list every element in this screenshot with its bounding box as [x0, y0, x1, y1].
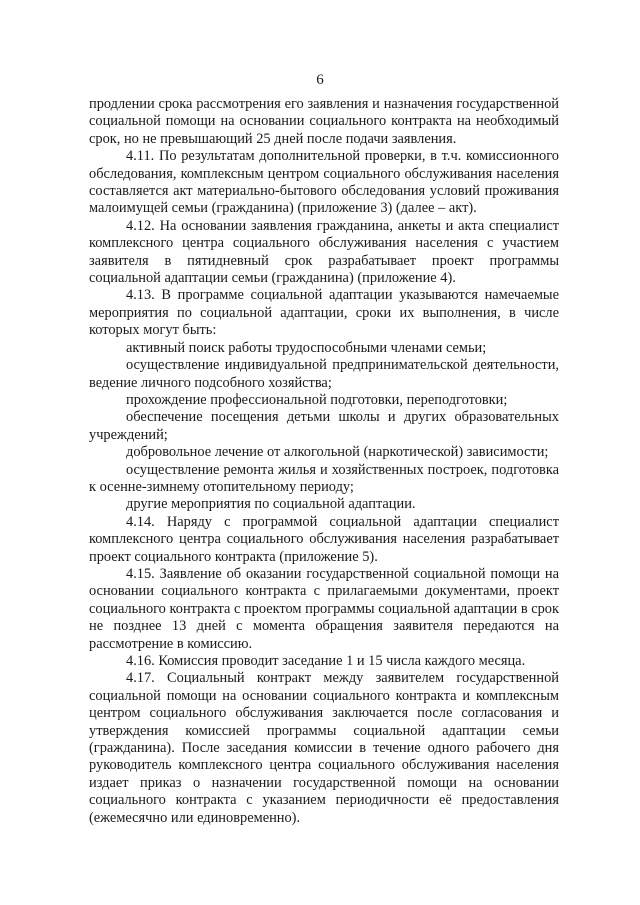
paragraph-4-16: 4.16. Комиссия проводит заседание 1 и 15 числа каждого месяца.	[126, 653, 526, 669]
paragraph-4-14: 4.14. Наряду с программой социальной адаптации специалист комплексного центра социального обслуживания населения разрабатывает проект социального контракта (приложение 5).	[89, 513, 559, 565]
paragraph-continuation: продлении срока рассмотрения его заявления и назначения государственной социальной помощи на основании социального контракта на необходимый срок, но не превышающий 25 дней после подачи заявления.	[89, 96, 559, 147]
list-item: обеспечение посещения детьми школы и других образовательных учреждений;	[89, 409, 559, 443]
paragraph-4-12: 4.12. На основании заявления гражданина, анкеты и акта специалист комплексного центра социального обслуживания населения с участием заявителя в пятидневный срок разрабатывает проект программы социальной адаптации семьи (гражданина) (приложение 4).	[89, 217, 559, 287]
document-body	[89, 96, 559, 827]
list-item: прохождение профессиональной подготовки, переподготовки;	[126, 391, 508, 408]
paragraph-4-17: 4.17. Социальный контракт между заявителем государственной социальной помощи на основании социального контракта и комплексным центром социального обслуживания заключается после согласования и утверждения комиссией программы социальной адаптации семьи (гражданина). После заседания комиссии в течение одного рабочего дня руководитель комплексного центра социального обслуживания населения издает приказ о назначении государственной помощи на основании социального контракта с указанием периодичности её предоставления (ежемесячно или единовременно).	[89, 670, 559, 826]
list-item: активный поиск работы трудоспособными членами семьи;	[126, 339, 487, 356]
paragraph-4-15: 4.15. Заявление об оказании государственной социальной помощи на основании социального контракта с прилагаемыми документами, проект социального контракта с проектом программы социальной адаптации в срок не позднее 13 дней с момента обращения заявителя передаются на рассмотрение в комиссию.	[89, 565, 559, 652]
paragraph-4-11: 4.11. По результатам дополнительной проверки, в т.ч. комиссионного обследования, комплексным центром социального обслуживания населения составляется акт материально-бытового обследования условий проживания малоимущей семьи (гражданина) (приложение 3) (далее – акт).	[89, 148, 559, 217]
paragraph-4-13: 4.13. В программе социальной адаптации указываются намечаемые мероприятия по социальной адаптации, сроки их выполнения, в числе которых могут быть:	[89, 287, 559, 339]
page-number: 6	[316, 72, 324, 88]
list-item: другие мероприятия по социальной адаптации.	[126, 496, 416, 513]
list-item: осуществление ремонта жилья и хозяйственных построек, подготовка к осенне-зимнему отопительному периоду;	[89, 461, 559, 495]
list-item: добровольное лечение от алкогольной (наркотической) зависимости;	[126, 444, 549, 461]
list-item: осуществление индивидуальной предпринимательской деятельности, ведение личного подсобного хозяйства;	[89, 357, 559, 391]
